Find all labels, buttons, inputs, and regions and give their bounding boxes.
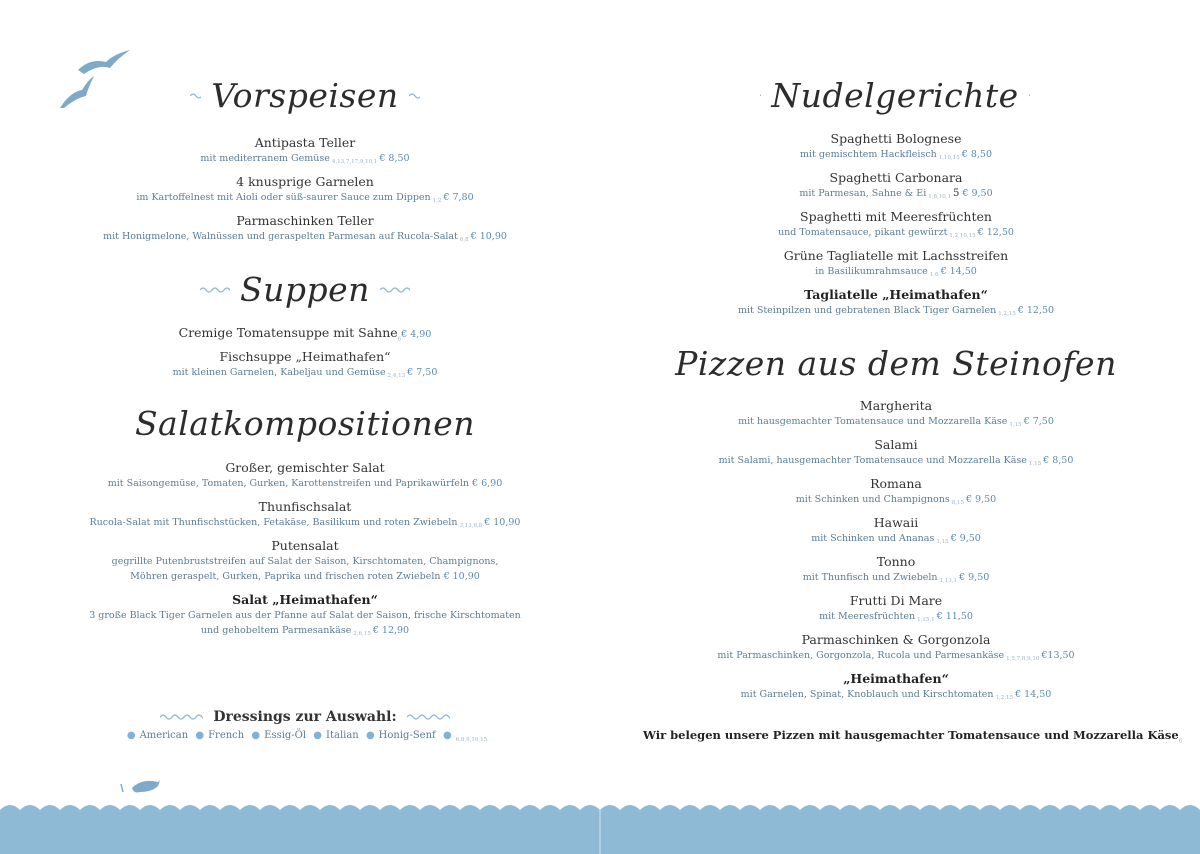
pizza-footnote: Wir belegen unsere Pizzen mit hausgemachter Tomatensauce und Mozzarella Käse$_6$ <box>643 728 1183 745</box>
item-name: Fischsuppe „Heimathafen“ <box>219 349 391 364</box>
item-description: Möhren geraspelt, Gurken, Paprika und frischen roten Zwiebeln € 10,90 <box>130 571 480 582</box>
item-name: Putensalat <box>271 538 339 553</box>
menu-item <box>600 476 1192 511</box>
wave-decoration-icon <box>409 92 420 100</box>
suppen-heading <box>200 270 410 309</box>
section-title: Salatkompositionen <box>134 404 476 443</box>
item-name: Salami <box>874 437 918 452</box>
item-description: und gehobeltem Parmesankäse $_{2,6,15}$ € 12,90 <box>200 625 410 637</box>
item-description: Rucola-Salat mit Thunfischstücken, Fetakäse, Basilikum und roten Zwiebeln $_{3,13,6,8}$ € 10,90 <box>89 517 521 529</box>
item-description: 3 große Black Tiger Garnelen aus der Pfanne auf Salat der Saison, frische Kirschtomaten <box>89 610 521 621</box>
item-price: € 10,90 <box>443 571 480 582</box>
menu-item <box>600 287 1192 322</box>
item-description: mit Salami, hausgemachter Tomatensauce und Mozzarella Käse $_{1,15}$ € 8,50 <box>718 455 1074 467</box>
dressing-option: American <box>139 730 189 741</box>
wave-decoration-icon <box>200 286 230 294</box>
menu-item <box>600 554 1192 589</box>
item-description: mit Steinpilzen und gebratenen Black Tiger Garnelen $_{1,2,15}$ € 12,50 <box>737 305 1055 317</box>
item-price: €13,50 <box>1041 650 1075 661</box>
item-name: 4 knusprige Garnelen <box>236 174 374 189</box>
item-price: € 6,90 <box>472 478 503 489</box>
item-name: Margherita <box>859 398 933 413</box>
item-description: mit kleinen Garnelen, Kabeljau und Gemüse $_{2,4,13}$ € 7,50 <box>172 367 438 379</box>
menu-item <box>600 437 1192 472</box>
dressings-list: ● American ● French ● Essig-Öl ● Italian ● Honig-Senf ● $_{6,8,9,10,15}$ <box>126 730 488 743</box>
item-price: € 7,80 <box>443 192 474 203</box>
item-name: Spaghetti Bolognese <box>830 131 962 146</box>
menu-item <box>600 632 1192 667</box>
item-name: Thunfischsalat <box>258 499 352 514</box>
section-title: Pizzen aus dem Steinofen <box>675 344 1117 383</box>
item-name: Romana <box>870 476 922 491</box>
item-description: mit Thunfisch und Zwiebeln $_{1,13,1}$ € 9,50 <box>802 572 990 584</box>
right-page <box>600 0 1200 854</box>
item-price: € 8,50 <box>1043 455 1074 466</box>
item-description: mit Honigmelone, Walnüssen und geraspelten Parmesan auf Rucola-Salat $_{6,8}$ € 10,90 <box>103 231 507 243</box>
item-description: mit mediterranem Gemüse $_{4,13,7,17,9,10,1}$ € 8,50 <box>200 153 410 165</box>
bullet-icon: ● <box>195 730 205 741</box>
sea-waves-decoration <box>0 800 1200 854</box>
item-name: „Heimathafen“ <box>843 671 949 686</box>
bullet-icon: ● <box>313 730 323 741</box>
bullet-icon: ● <box>442 730 452 741</box>
menu-item <box>0 538 610 584</box>
section-title: Nudelgerichte <box>771 76 1019 115</box>
item-price: € 11,50 <box>936 611 973 622</box>
item-description: im Kartoffelnest mit Aioli oder süß-saurer Sauce zum Dippen $_{1,2}$ € 7,80 <box>136 192 474 204</box>
menu-item <box>600 248 1192 283</box>
menu-item <box>600 593 1192 628</box>
item-name: Großer, gemischter Salat <box>225 460 385 475</box>
item-price: € 4,90 <box>401 329 432 340</box>
item-name: Tonno <box>876 554 916 569</box>
item-name: Spaghetti Carbonara <box>829 170 963 185</box>
item-price: € 8,50 <box>379 153 410 164</box>
item-description: mit Parmesan, Sahne & Ei $_{1,6,10,1}$ 5 € 9,50 <box>799 188 993 200</box>
bullet-icon: ● <box>126 730 136 741</box>
item-price: € 7,50 <box>1023 416 1054 427</box>
fish-icon <box>118 778 164 798</box>
item-description: mit Garnelen, Spinat, Knoblauch und Kirschtomaten $_{1,2,15}$ € 14,50 <box>740 689 1052 701</box>
menu-item <box>0 499 610 534</box>
item-price: € 12,90 <box>372 625 410 636</box>
menu-item <box>600 209 1192 244</box>
wave-decoration-icon <box>160 713 203 721</box>
menu-item <box>600 170 1192 205</box>
item-name: Hawaii <box>873 515 919 530</box>
menu-item <box>0 460 610 491</box>
dressing-option: Essig-Öl <box>264 730 307 741</box>
wave-decoration-icon <box>407 713 450 721</box>
vorspeisen-heading <box>190 76 420 115</box>
bullet-icon: ● <box>365 730 375 741</box>
dressing-option: Honig-Senf <box>378 730 436 741</box>
item-price: € 10,90 <box>470 231 507 242</box>
seagull-icon <box>58 48 134 112</box>
item-name: Frutti Di Mare <box>849 593 943 608</box>
item-name: Spaghetti mit Meeresfrüchten <box>800 209 992 224</box>
item-price: € 14,50 <box>1015 689 1052 700</box>
item-name: Antipasta Teller <box>254 135 356 150</box>
item-price: € 8,50 <box>961 149 992 160</box>
item-name: Tagliatelle „Heimathafen“ <box>804 287 988 302</box>
section-title: Vorspeisen <box>211 76 399 115</box>
item-name: Parmaschinken Teller <box>236 213 374 228</box>
dressing-option: French <box>208 730 245 741</box>
bullet-icon: ● <box>251 730 261 741</box>
item-price: € 10,90 <box>484 517 521 528</box>
item-price: € 14,50 <box>940 266 977 277</box>
item-price: € 7,50 <box>407 367 438 378</box>
item-description: mit Schinken und Ananas $_{1,15}$ € 9,50 <box>811 533 981 545</box>
item-description: mit Parmaschinken, Gorgonzola, Rucola und Parmesankäse $_{1,5,7,8,9,10}$ €13,50 <box>717 650 1075 662</box>
menu-item <box>0 325 610 348</box>
menu-item <box>0 213 610 248</box>
wave-decoration-icon <box>760 92 761 100</box>
item-description: mit Meeresfrüchten $_{1,15,1}$ € 11,50 <box>819 611 973 623</box>
menu-item <box>600 515 1192 550</box>
item-price: € 9,50 <box>965 494 997 505</box>
item-description: gegrillte Putenbruststreifen auf Salat der Saison, Kirschtomaten, Champignons, <box>111 556 499 567</box>
dressing-option: Italian <box>326 730 359 741</box>
wave-decoration-icon <box>1029 92 1030 100</box>
item-description: in Basilikumrahmsauce $_{1,6}$ € 14,50 <box>815 266 977 278</box>
item-price: € 9,50 <box>959 572 990 583</box>
item-name: Grüne Tagliatelle mit Lachsstreifen <box>783 248 1009 263</box>
item-name: Parmaschinken & Gorgonzola <box>801 632 991 647</box>
item-price: € 12,50 <box>977 227 1014 238</box>
dressings-title: Dressings zur Auswahl: <box>213 709 397 725</box>
item-description: mit gemischtem Hackfleisch $_{1,10,15}$ € 8,50 <box>800 149 992 161</box>
menu-item <box>0 349 610 384</box>
menu-item <box>600 398 1192 433</box>
item-description: mit Schinken und Champignons $_{8,15}$ € 9,50 <box>795 494 997 506</box>
menu-item <box>600 131 1192 166</box>
item-price: € 9,50 <box>962 188 993 199</box>
item-description: mit hausgemachter Tomatensauce und Mozzarella Käse $_{1,15}$ € 7,50 <box>738 416 1054 428</box>
menu-item <box>0 135 610 170</box>
item-description: mit Saisongemüse, Tomaten, Gurken, Karottenstreifen und Paprikawürfeln € 6,90 <box>107 478 503 489</box>
nudelgerichte-heading <box>760 76 1030 115</box>
pizzen-heading <box>675 344 1117 383</box>
menu-item <box>0 592 610 642</box>
item-name: Salat „Heimathafen“ <box>232 592 378 607</box>
item-price: € 9,50 <box>950 533 981 544</box>
wave-decoration-icon <box>190 92 201 100</box>
item-price: € 12,50 <box>1017 305 1055 316</box>
menu-item <box>600 671 1192 706</box>
item-name: Cremige Tomatensuppe mit Sahne$_6$€ 4,90 <box>178 325 432 343</box>
wave-decoration-icon <box>380 286 410 294</box>
dressings-heading <box>160 709 450 725</box>
salatkompositionen-heading <box>134 404 476 443</box>
item-description: und Tomatensauce, pikant gewürzt $_{1,2,10,15}$ € 12,50 <box>778 227 1014 239</box>
section-title: Suppen <box>240 270 370 309</box>
menu-item <box>0 174 610 209</box>
